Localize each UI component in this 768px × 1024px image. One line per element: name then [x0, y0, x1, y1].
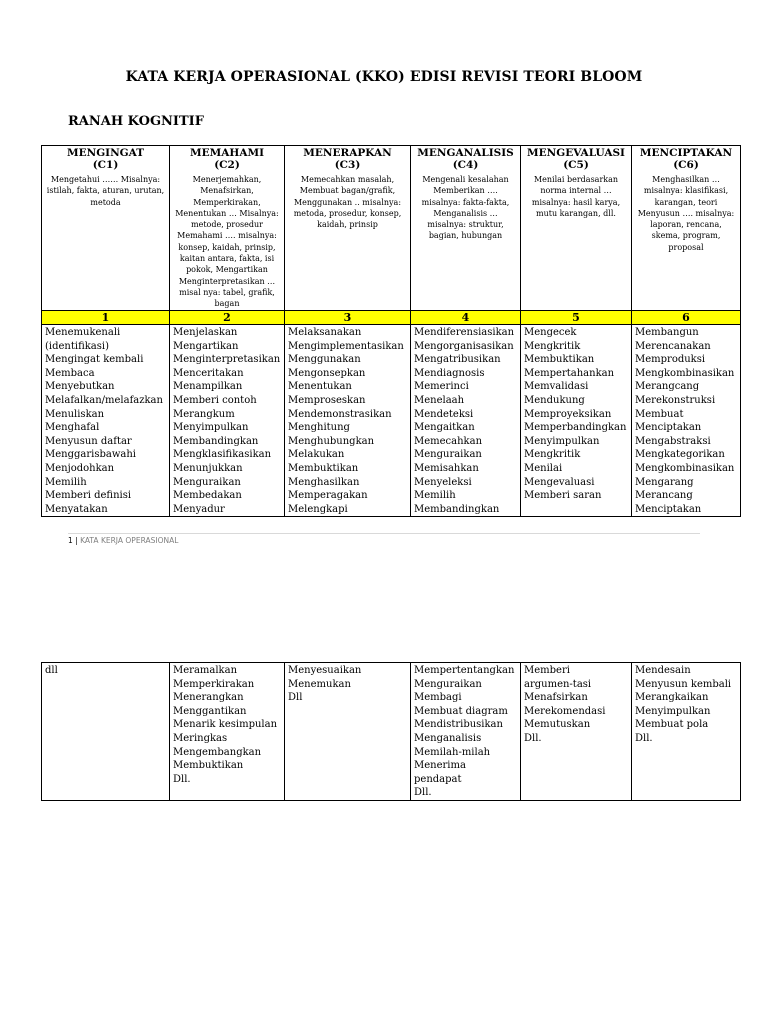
column-description: Memecahkan masalah, Membuat bagan/grafik, Menggunakan .. misalnya: metoda, prosedur, konsep, kaidah, prinsip [293, 175, 402, 230]
verb-item: Menyadur [173, 503, 225, 515]
verb-item: Menyimpulkan [524, 435, 600, 447]
verb-item: Membangun [635, 327, 699, 338]
verb-item: Dll. [635, 732, 653, 744]
column-name: MENGINGAT [66, 147, 145, 159]
verb-item: Merekonstruksi [635, 394, 716, 406]
verb-item: Mengimplementasikan [288, 340, 404, 352]
verb-item: Memilih [414, 490, 456, 502]
verb-item: Menyebutkan [45, 381, 115, 393]
verb-list [524, 664, 628, 746]
verb-item: Menyeleksi [414, 476, 472, 488]
column-name: MENGEVALUASI [527, 147, 625, 159]
verb-item: Melakukan [288, 449, 345, 461]
column-description: Menerjemahkan, Menafsirkan, Memperkirakan, Menentukan … Misalnya: metode, prosedur Memahami …. misalnya: konsep, kaidah, prinsip, kaitan antara, fakta, isi pokok, Mengartikan Menginterpretasikan … misal nya: tabel, grafik, bagan [175, 175, 279, 309]
verb-item: Mengaitkan [414, 422, 475, 434]
verb-list [45, 326, 166, 516]
verb-item: Merekomendasi [524, 705, 606, 717]
verb-item: Membuat diagram [414, 705, 508, 717]
header-cell-c6 [632, 146, 741, 311]
verb-item: Menggunakan [288, 354, 361, 366]
verb-item: Mengevaluasi [524, 476, 595, 488]
verb-item: Memecahkan [414, 435, 483, 447]
verb-item: argumen-tasi [524, 678, 592, 690]
verb-item: Memberi definisi [45, 490, 132, 502]
verb-item: Memberi saran [524, 490, 602, 502]
verb-item: Memberi contoh [173, 394, 257, 406]
verb-item: Memperagakan [288, 490, 368, 502]
verb-item: Menguraikan [173, 476, 241, 488]
verb-item: Mendeteksi [414, 408, 474, 420]
verb-row-continued [42, 663, 741, 801]
kko-table-page1 [41, 145, 741, 517]
verb-item: Menghitung [288, 422, 350, 434]
verb-item: Menuliskan [45, 408, 105, 420]
verb-item: Merangkaikan [635, 692, 709, 704]
verb-item: Mengkombinasikan [635, 462, 735, 474]
verb-item: Mengklasifikasikan [173, 449, 272, 461]
verb-item: Dll [288, 692, 303, 704]
column-number: 5 [521, 311, 632, 325]
verb-item: Menguraikan [414, 678, 482, 690]
verb-item: Memilah-milah [414, 746, 491, 758]
verb-item: Menjodohkan [45, 462, 115, 474]
verb-item: Dll. [414, 787, 432, 799]
verb-item: Membedakan [173, 490, 242, 502]
verb-item: Mengkritik [524, 340, 581, 352]
column-number: 1 [42, 311, 170, 325]
verb-item: (identifikasi) [45, 340, 109, 352]
verb-cell-c6 [632, 663, 741, 801]
verb-item: Menentukan [288, 381, 352, 393]
verb-item: Mengorganisasikan [414, 340, 514, 352]
verb-item: Menjelaskan [173, 327, 238, 338]
verb-item: Membaca [45, 367, 95, 379]
verb-item: Membuktikan [173, 760, 244, 772]
column-code: (C1) [92, 159, 119, 171]
column-code: (C5) [563, 159, 589, 171]
verb-item: Mempertentangkan [414, 665, 515, 676]
verb-item: Mengkritik [524, 449, 581, 461]
verb-item: Mengkategorikan [635, 449, 725, 461]
verb-item: Menampilkan [173, 381, 243, 393]
verb-item: Dll. [173, 773, 191, 785]
verb-item: Menggantikan [173, 705, 247, 717]
column-code: (C6) [673, 159, 699, 171]
column-number: 6 [632, 311, 741, 325]
verb-item: Melaksanakan [288, 327, 362, 338]
page-number: 1 [68, 536, 73, 545]
footer-text: KATA KERJA OPERASIONAL [80, 536, 179, 545]
verb-item: Menemukenali [45, 327, 121, 338]
column-name: MENCIPTAKAN [639, 147, 733, 159]
verb-item: Memberi [524, 665, 570, 676]
verb-item: Menceritakan [173, 367, 244, 379]
verb-cell-c2 [170, 325, 285, 517]
verb-item: Menghasilkan [288, 476, 360, 488]
verb-item: Memilih [45, 476, 87, 488]
verb-item: Dll. [524, 732, 542, 744]
column-name: MENGANALISIS [417, 147, 514, 159]
verb-item: Memvalidasi [524, 381, 589, 393]
verb-item: Mendesain [635, 665, 691, 676]
verb-item: Menyimpulkan [173, 422, 249, 434]
verb-list [45, 664, 166, 678]
verb-item: Menerima [414, 760, 466, 772]
verb-item: Membandingkan [173, 435, 259, 447]
header-cell-c5 [521, 146, 632, 311]
verb-item: Meramalkan [173, 665, 238, 676]
verb-item: Mengarang [635, 476, 694, 488]
verb-cell-c5 [521, 325, 632, 517]
column-name: MENERAPKAN [303, 147, 392, 159]
verb-list [173, 326, 281, 516]
footer-divider [68, 533, 700, 534]
verb-item: pendapat [414, 773, 462, 785]
column-description: Menilai berdasarkan norma internal … misalnya: hasil karya, mutu karangan, dll. [531, 175, 621, 218]
verb-item: Mengecek [524, 327, 577, 338]
verb-item: Menguraikan [414, 449, 482, 461]
verb-item: Menghubungkan [288, 435, 375, 447]
verb-list [288, 326, 407, 516]
footer-separator: | [75, 536, 78, 545]
verb-item: Mengingat kembali [45, 354, 144, 366]
verb-item: Merancang [635, 490, 693, 502]
verb-item: Memisahkan [414, 462, 479, 474]
verb-item: Menggarisbawahi [45, 449, 136, 461]
column-description: Mengenali kesalahan Memberikan …. misalnya: fakta-fakta, Menganalisis … misalnya: struktur, bagian, hubungan [421, 175, 510, 241]
verb-item: Mendiferensiasikan [414, 327, 515, 338]
header-cell-c4 [411, 146, 521, 311]
verb-item: Menciptakan [635, 503, 702, 515]
verb-item: Menafsirkan [524, 692, 588, 704]
verb-cell-c6 [632, 325, 741, 517]
verb-cell-c1 [42, 663, 170, 801]
verb-item: Menemukan [288, 678, 351, 690]
column-code: (C4) [452, 159, 479, 171]
verb-list [173, 664, 281, 786]
verb-item: Menghafal [45, 422, 100, 434]
verb-cell-c1 [42, 325, 170, 517]
verb-list [635, 664, 737, 746]
verb-item: Menyatakan [45, 503, 108, 515]
verb-item: Mengembangkan [173, 746, 262, 758]
verb-item: Memproduksi [635, 354, 706, 366]
verb-item: Menelaah [414, 394, 465, 406]
verb-item: Mengatribusikan [414, 354, 501, 366]
header-row [42, 146, 741, 311]
verb-item: Mendiagnosis [414, 367, 485, 379]
verb-item: Membandingkan [414, 503, 500, 515]
verb-item: Merencanakan [635, 340, 711, 352]
verb-list [414, 664, 517, 800]
verb-item: Membagi [414, 692, 462, 704]
header-cell-c3 [285, 146, 411, 311]
verb-item: Memproyeksikan [524, 408, 612, 420]
page-footer [68, 536, 178, 545]
verb-item: Merangcang [635, 381, 700, 393]
verb-item: Menciptakan [635, 422, 702, 434]
verb-item: Mendukung [524, 394, 585, 406]
verb-list [414, 326, 517, 516]
verb-cell-c2 [170, 663, 285, 801]
verb-cell-c5 [521, 663, 632, 801]
verb-item: Memutuskan [524, 719, 591, 731]
page-title: KATA KERJA OPERASIONAL (KKO) EDISI REVISI TEORI BLOOM [125, 69, 643, 85]
verb-list [524, 326, 628, 503]
verb-item: Mempertahankan [524, 367, 615, 379]
verb-item: Menginterpretasikan [173, 354, 281, 366]
verb-item: Mengonsepkan [288, 367, 366, 379]
verb-item: Mendemonstrasikan [288, 408, 392, 420]
verb-item: Memperbandingkan [524, 422, 627, 434]
header-cell-c2 [170, 146, 285, 311]
verb-item: Membuat pola [635, 719, 709, 731]
verb-item: Membuktikan [288, 462, 359, 474]
verb-item: Menarik kesimpulan [173, 719, 278, 731]
verb-cell-c3 [285, 325, 411, 517]
verb-list [288, 664, 407, 705]
verb-item: Menyusun daftar [45, 435, 132, 447]
header-cell-c1 [42, 146, 170, 311]
verb-item: Menyusun kembali [635, 678, 732, 690]
verb-item: Membuat [635, 408, 684, 420]
verb-item: Memproseskan [288, 394, 366, 406]
verb-cell-c3 [285, 663, 411, 801]
verb-item: Mendistribusikan [414, 719, 503, 731]
column-description: Mengetahui …… Misalnya: istilah, fakta, aturan, urutan, metoda [46, 175, 165, 207]
verb-row [42, 325, 741, 517]
verb-item: Melengkapi [288, 503, 348, 515]
verb-cell-c4 [411, 663, 521, 801]
verb-item: Memerinci [414, 381, 469, 393]
verb-item: Mengkombinasikan [635, 367, 735, 379]
verb-list [635, 326, 737, 516]
column-code: (C3) [334, 159, 361, 171]
section-title: RANAH KOGNITIF [68, 114, 204, 129]
column-code: (C2) [214, 159, 240, 171]
verb-item: Membuktikan [524, 354, 595, 366]
verb-item: Merangkum [173, 408, 235, 420]
column-number: 3 [285, 311, 411, 325]
verb-item: Mengabstraksi [635, 435, 711, 447]
verb-cell-c4 [411, 325, 521, 517]
verb-item: Menunjukkan [173, 462, 243, 474]
verb-item: Menerangkan [173, 692, 244, 704]
column-number: 2 [170, 311, 285, 325]
verb-item: Mengartikan [173, 340, 239, 352]
verb-item: Menganalisis [414, 732, 482, 744]
column-number: 4 [411, 311, 521, 325]
verb-item: Menyimpulkan [635, 705, 711, 717]
verb-item: Meringkas [173, 732, 228, 744]
verb-item: Menilai [524, 462, 563, 474]
verb-item: Menyesuaikan [288, 665, 362, 676]
column-name: MEMAHAMI [190, 147, 264, 159]
kko-table-page2 [41, 662, 741, 801]
number-row [42, 311, 741, 325]
verb-item: Melafalkan/melafazkan [45, 394, 163, 406]
verb-item: Memperkirakan [173, 678, 255, 690]
column-description: Menghasilkan … misalnya: klasifikasi, karangan, teori Menyusun …. misalnya: laporan, rencana, skema, program, proposal [637, 175, 735, 252]
verb-item: dll [45, 665, 58, 676]
